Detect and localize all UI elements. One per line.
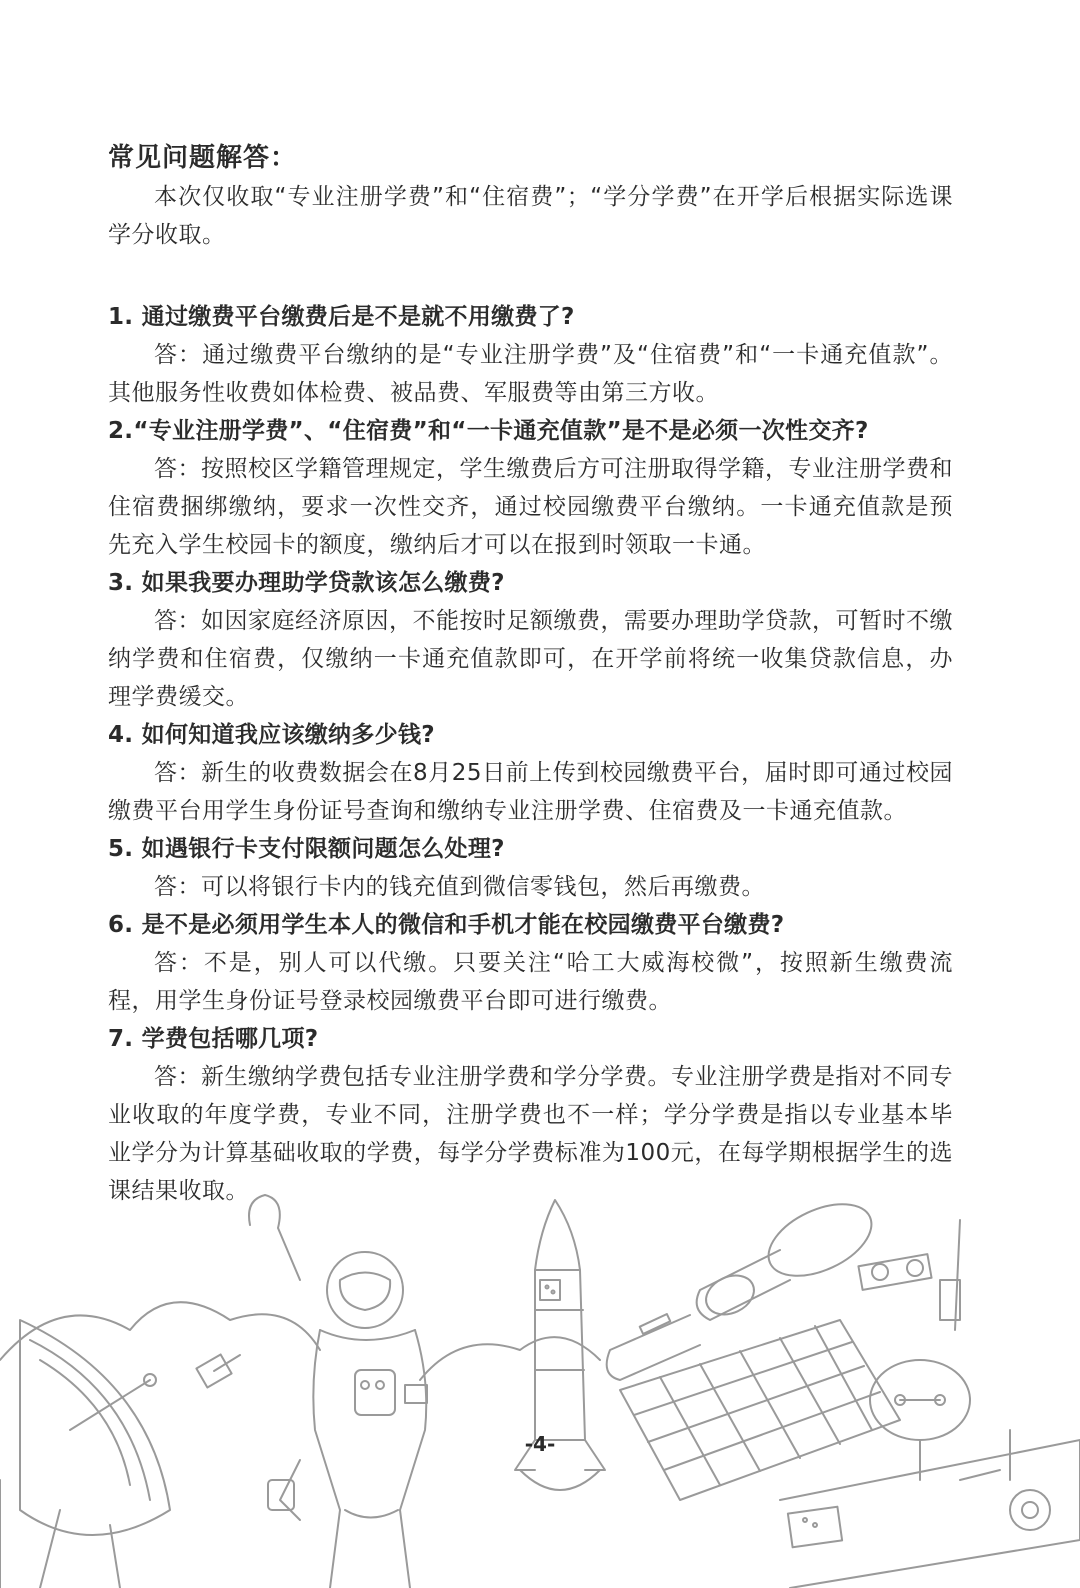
- faq-content: [108, 140, 953, 1210]
- space-illustration: [0, 1180, 1080, 1588]
- faq-question: 3. 如果我要办理助学贷款该怎么缴费?: [108, 570, 505, 596]
- faq-item-5: [108, 830, 953, 906]
- faq-answer: 答：不是，别人可以代缴。只要关注“哈工大威海校微”，按照新生缴费流程，用学生身份证号登录校园缴费平台即可进行缴费。: [108, 950, 953, 1014]
- faq-answer: 答：按照校区学籍管理规定，学生缴费后方可注册取得学籍，专业注册学费和住宿费捆绑缴纳，要求一次性交齐，通过校园缴费平台缴纳。一卡通充值款是预先充入学生校园卡的额度，缴纳后才可以在报到时领取一卡通。: [108, 456, 953, 558]
- page-title: 常见问题解答：: [108, 143, 298, 173]
- faq-answer: 答：通过缴费平台缴纳的是“专业注册学费”及“住宿费”和“一卡通充值款”。其他服务性收费如体检费、被品费、军服费等由第三方收。: [108, 342, 953, 406]
- faq-question: 5. 如遇银行卡支付限额问题怎么处理?: [108, 836, 505, 862]
- faq-question: 4. 如何知道我应该缴纳多少钱?: [108, 722, 435, 748]
- space-station-icon: [607, 1190, 932, 1380]
- faq-answer: 答：新生缴纳学费包括专业注册学费和学分学费。专业注册学费是指对不同专业收取的年度学费，专业不同，注册学费也不一样；学分学费是指以专业基本毕业学分为计算基础收取的学费，每学分学费标准为100元，在每学期根据学生的选课结果收取。: [108, 1064, 953, 1204]
- faq-question: 7. 学费包括哪几项?: [108, 1026, 319, 1052]
- faq-answer: 答：如因家庭经济原因，不能按时足额缴费，需要办理助学贷款，可暂时不缴纳学费和住宿费，仅缴纳一卡通充值款即可，在开学前将统一收集贷款信息，办理学费缓交。: [108, 608, 953, 710]
- faq-question: 6. 是不是必须用学生本人的微信和手机才能在校园缴费平台缴费?: [108, 912, 785, 938]
- faq-item-6: [108, 906, 953, 1020]
- faq-question: 1. 通过缴费平台缴费后是不是就不用缴费了?: [108, 304, 575, 330]
- faq-item-1: [108, 298, 953, 412]
- faq-answer: 答：新生的收费数据会在8月25日前上传到校园缴费平台，届时即可通过校园缴费平台用学生身份证号查询和缴纳专业注册学费、住宿费及一卡通充值款。: [108, 760, 953, 824]
- intro-paragraph: 本次仅收取“专业注册学费”和“住宿费”；“学分学费”在开学后根据实际选课学分收取。: [108, 184, 953, 248]
- page-number: -4-: [524, 1432, 556, 1456]
- faq-item-3: [108, 564, 953, 716]
- solar-panel-icon: [620, 1320, 900, 1500]
- faq-answer: 答：可以将银行卡内的钱充值到微信零钱包，然后再缴费。: [154, 874, 765, 900]
- faq-item-2: [108, 412, 953, 564]
- faq-item-4: [108, 716, 953, 830]
- rover-icon: [780, 1220, 1080, 1588]
- faq-question: 2.“专业注册学费”、“住宿费”和“一卡通充值款”是不是必须一次性交齐?: [108, 418, 869, 444]
- astronaut-icon: [249, 1195, 427, 1588]
